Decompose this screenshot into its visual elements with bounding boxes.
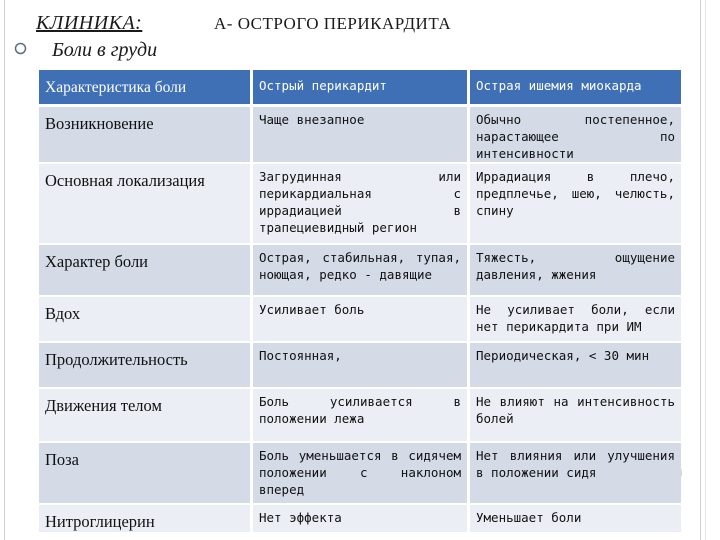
table-cell: Не усиливает боли, если нет перикардита при ИМ [470, 297, 681, 343]
column-header: Характеристика боли [39, 70, 250, 107]
row-label: Характер боли [39, 245, 250, 297]
table-cell: Не влияют на интенсивность болей [470, 389, 681, 443]
table-row [39, 389, 681, 443]
slide-frame-left [4, 0, 5, 540]
table-row [39, 343, 681, 389]
title-topic: А- ОСТРОГО ПЕРИКАРДИТА [214, 14, 452, 33]
table-row [39, 505, 681, 534]
table-cell: Усиливает боль [253, 297, 467, 343]
table-row [39, 245, 681, 297]
table-cell: Боль усиливается в положении лежа [253, 389, 467, 443]
column-header: Острая ишемия миокарда [470, 70, 681, 107]
row-label: Возникновение [39, 107, 250, 164]
table-row [39, 164, 681, 245]
table-cell: Острая, стабильная, тупая, ноющая, редко - давящие [253, 245, 467, 297]
title-clinic: КЛИНИКА: [36, 12, 143, 34]
slide-frame-right-outer [705, 0, 706, 540]
table-row [39, 297, 681, 343]
bullet-line [14, 39, 414, 63]
table-cell: Иррадиация в плечо, предплечье, шею, челюсть, спину [470, 164, 681, 245]
row-label: Движения телом [39, 389, 250, 443]
table-cell: Тяжесть, ощущение давления, жжения [470, 245, 681, 297]
comparison-table [36, 70, 684, 534]
subtitle: Боли в груди [52, 39, 158, 61]
table-row [39, 443, 681, 505]
column-header: Острый перикардит [253, 70, 467, 107]
slide-title [36, 12, 676, 40]
row-label: Продолжительность [39, 343, 250, 389]
slide-frame-right [700, 0, 701, 540]
row-label: Вдох [39, 297, 250, 343]
table-header-row [39, 70, 681, 107]
table-cell: Боль уменьшается в сидячем положении с наклоном вперед [253, 443, 467, 505]
table-cell: Постоянная, [253, 343, 467, 389]
row-label: Нитроглицерин [39, 505, 250, 534]
table-cell: Загрудинная или перикардиальная с иррадиацией в трапециевидный регион [253, 164, 467, 245]
table-cell: Нет эффекта [253, 505, 467, 534]
circle-bullet-icon [14, 42, 27, 55]
table-cell: Нет влияния или улучшения в положении сидя [470, 443, 681, 505]
table-cell: Обычно постепенное, нарастающее по интенсивности [470, 107, 681, 164]
row-label: Поза [39, 443, 250, 505]
table-row [39, 107, 681, 164]
row-label: Основная локализация [39, 164, 250, 245]
table-cell: Уменьшает боли [470, 505, 681, 534]
table-cell: Периодическая, < 30 мин [470, 343, 681, 389]
table-cell: Чаще внезапное [253, 107, 467, 164]
